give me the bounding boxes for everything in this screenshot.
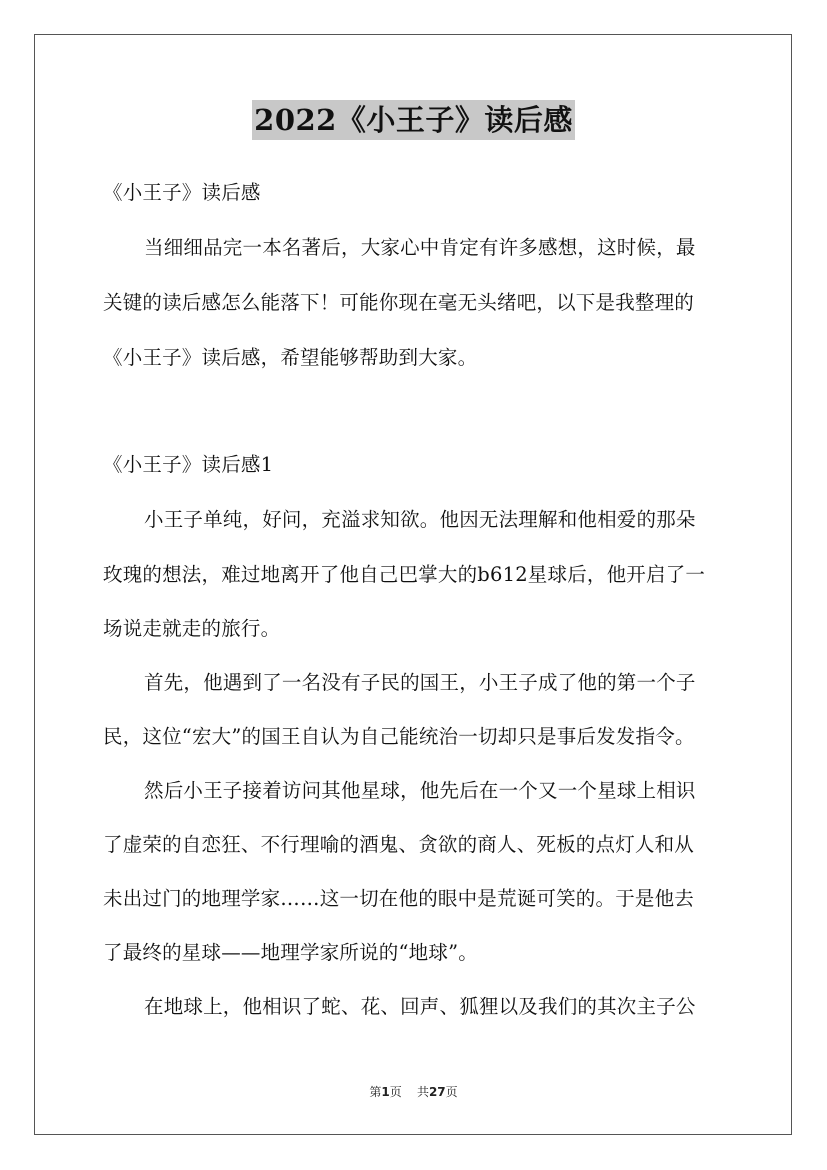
paragraph-line: 民，这位“宏大”的国王自认为自己能统治一切却只是事后发发指令。	[103, 725, 695, 748]
title-container	[0, 100, 827, 140]
footer-page-mid: 页 共	[389, 1085, 429, 1099]
paragraph-line: 场说走就走的旅行。	[103, 617, 281, 640]
paragraph-line: 玫瑰的想法，难过地离开了他自己巴掌大的b612星球后，他开启了一	[103, 563, 706, 586]
footer-page-current: 1	[381, 1085, 390, 1099]
paragraph-line: 然后小王子接着访问其他星球，他先后在一个又一个星球上相识	[144, 779, 696, 802]
footer-page-total: 27	[428, 1085, 446, 1099]
paragraph-line: 未出过门的地理学家……这一切在他的眼中是荒诞可笑的。于是他去	[103, 887, 695, 910]
intro-heading: 《小王子》读后感	[103, 181, 261, 204]
paragraph-line: 当细细品完一本名著后，大家心中肯定有许多感想，这时候，最	[144, 236, 696, 259]
document-title: 2022《小王子》读后感	[252, 100, 575, 140]
paragraph-line: 了最终的星球——地理学家所说的“地球”。	[103, 941, 478, 964]
footer-page-prefix: 第	[369, 1085, 382, 1099]
paragraph-line: 在地球上，他相识了蛇、花、回声、狐狸以及我们的其次主子公	[144, 995, 696, 1018]
paragraph-line: 首先，他遇到了一名没有子民的国王，小王子成了他的第一个子	[144, 671, 696, 694]
section-heading: 《小王子》读后感1	[103, 453, 274, 476]
paragraph-line: 《小王子》读后感，希望能够帮助到大家。	[103, 346, 478, 369]
footer-page-suffix: 页	[445, 1085, 458, 1099]
paragraph-line: 小王子单纯，好问，充溢求知欲。他因无法理解和他相爱的那朵	[144, 508, 696, 531]
paragraph-line: 了虚荣的自恋狂、不行理喻的酒鬼、贪欲的商人、死板的点灯人和从	[103, 833, 695, 856]
paragraph-line: 关键的读后感怎么能落下！可能你现在毫无头绪吧，以下是我整理的	[103, 291, 695, 314]
page-footer	[0, 1083, 827, 1100]
